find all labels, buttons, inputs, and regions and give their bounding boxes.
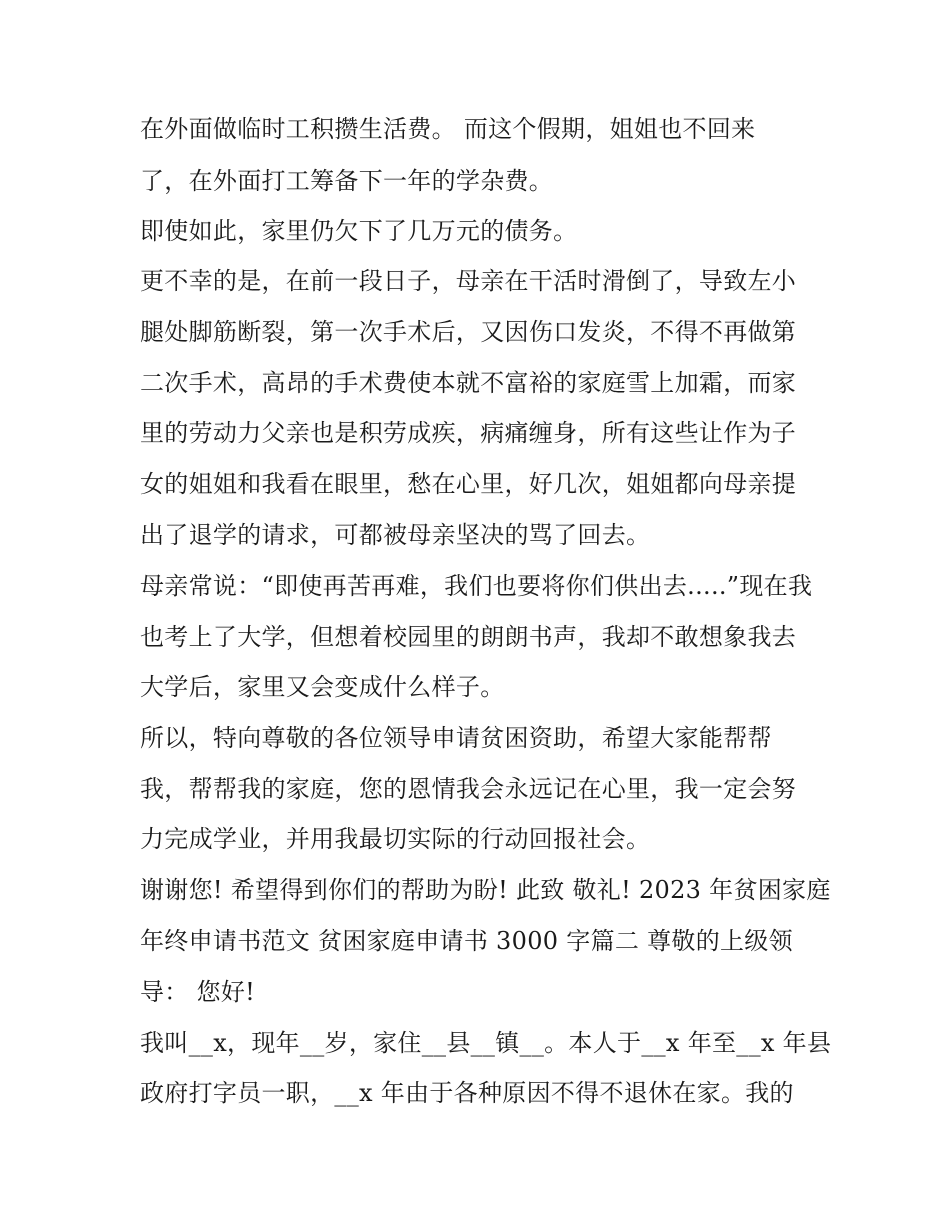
text-line: 力完成学业，并用我最切实际的行动回报社会。 (140, 825, 651, 853)
text-line: 导： 您好! (140, 978, 256, 1006)
text-line: 大学后，家里又会变成什么样子。 (140, 673, 505, 701)
text-line: 也考上了大学，但想着校园里的朗朗书声，我却不敢想象我去 (140, 623, 797, 651)
text-line: 年终申请书范文 贫困家庭申请书 3000 字篇二 尊敬的上级领 (140, 927, 793, 955)
text-line: 即使如此，家里仍欠下了几万元的债务。 (140, 217, 578, 245)
text-line: 所以，特向尊敬的各位领导申请贫困资助，希望大家能帮帮 (140, 724, 772, 752)
text-line: 我，帮帮我的家庭，您的恩情我会永远记在心里，我一定会努 (140, 775, 797, 803)
text-line: 二次手术，高昂的手术费使本就不富裕的家庭雪上加霜，而家 (140, 369, 797, 397)
text-line: 我叫__x，现年__岁，家住__县__镇__。本人于__x 年至__x 年县 (140, 1029, 832, 1057)
text-line: 在外面做临时工积攒生活费。 而这个假期，姐姐也不回来 (140, 115, 756, 143)
text-line: 母亲常说：“即使再苦再难，我们也要将你们供出去.....”现在我 (140, 572, 813, 600)
text-line: 更不幸的是，在前一段日子，母亲在干活时滑倒了，导致左小 (140, 267, 797, 295)
text-line: 腿处脚筋断裂，第一次手术后，又因伤口发炎，不得不再做第 (140, 318, 797, 346)
text-line: 了，在外面打工筹备下一年的学杂费。 (140, 167, 554, 195)
text-line: 出了退学的请求，可都被母亲坚决的骂了回去。 (140, 521, 651, 549)
text-line: 女的姐姐和我看在眼里，愁在心里，好几次，姐姐都向母亲提 (140, 470, 797, 498)
text-line: 谢谢您! 希望得到你们的帮助为盼! 此致 敬礼! 2023 年贫困家庭 (140, 876, 831, 904)
text-line: 政府打字员一职，__x 年由于各种原因不得不退休在家。我的 (140, 1079, 794, 1107)
text-line: 里的劳动力父亲也是积劳成疾，病痛缠身，所有这些让作为子 (140, 419, 797, 447)
